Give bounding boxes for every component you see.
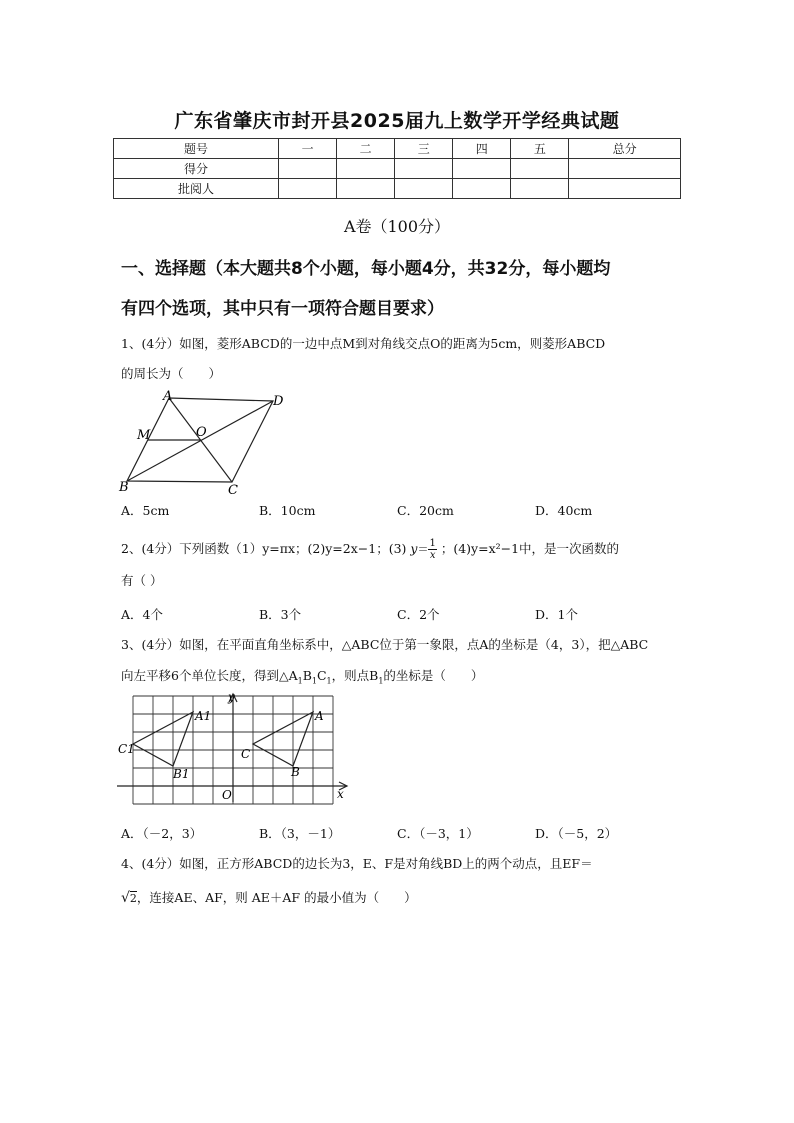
q2-text-post: ；(4)y=x²−1中，是一次函数的 [440, 541, 620, 556]
volume-heading: A卷（100分） [343, 217, 451, 236]
q3-option-c: C．（－3，1） [397, 826, 479, 841]
q2-text-line1: 2、(4分）下列函数（1）y=πx；(2)y=2x−1；(3) y＝ $\frac{1}{x}$ ；(4)y=x²−1中，是一次函数的 [121, 538, 620, 561]
table-row [114, 179, 681, 199]
label-b: B [291, 765, 300, 779]
label-m: M [137, 428, 151, 443]
triangle-abc [253, 712, 313, 766]
table-cell [395, 159, 453, 179]
label-b: B [119, 480, 129, 495]
label-a: A [163, 389, 173, 404]
table-cell: 总分 [569, 139, 681, 159]
q3-line2-b: B [302, 668, 312, 683]
q3-option-b: B．（3，－1） [259, 826, 341, 841]
label-c1: C1 [118, 742, 135, 756]
table-row [114, 159, 681, 179]
fraction [428, 538, 436, 561]
table-cell [569, 159, 681, 179]
q1-text-line1: 1、(4分）如图，菱形ABCD的一边中点M到对角线交点O的距离为5cm，则菱形ABCD [121, 336, 606, 351]
q4-text-line1: 4、(4分）如图，正方形ABCD的边长为3，E、F是对角线BD上的两个动点，且EF＝ [121, 856, 593, 871]
q4-text-line2 [121, 890, 417, 907]
label-d: D [273, 394, 284, 409]
triangle-a1b1c1 [133, 712, 193, 766]
table-cell [395, 179, 453, 199]
table-cell: 五 [511, 139, 569, 159]
q2-text-line2: 有（ ） [121, 573, 163, 588]
page-title: 广东省肇庆市封开县2025届九上数学开学经典试题 [174, 110, 620, 132]
q3-line2-post: 的坐标是（ ） [383, 668, 484, 683]
table-cell [279, 159, 337, 179]
frac-numerator: 1 [429, 538, 436, 549]
table-cell [453, 159, 511, 179]
table-cell [569, 179, 681, 199]
subscript: 1 [297, 676, 303, 686]
q2-option-d: D．1个 [535, 607, 578, 622]
table-cell: 批阅人 [114, 179, 279, 199]
table-cell [279, 179, 337, 199]
q2-option-b: B．3个 [259, 607, 302, 622]
q1-option-a: A．5cm [121, 503, 170, 518]
table-cell: 四 [453, 139, 511, 159]
table-cell [337, 179, 395, 199]
sqrt-radicand: 2 [129, 892, 137, 905]
q1-text-line2: 的周长为（ ） [121, 366, 222, 381]
section-heading-line1: 一、选择题（本大题共8个小题，每小题4分，共32分，每小题均 [121, 259, 611, 279]
table-cell: 三 [395, 139, 453, 159]
q1-option-c: C．20cm [397, 503, 454, 518]
q4-line2-post: ，连接AE、AF，则 AE＋AF 的最小值为（ ） [136, 890, 417, 905]
q2-text-pre: 2、(4分）下列函数（1）y=πx；(2)y=2x−1；(3) [121, 541, 407, 556]
label-b1: B1 [173, 767, 190, 781]
frac-denominator: x [429, 550, 436, 561]
subscript: 1 [326, 676, 332, 686]
q1-option-d: D．40cm [535, 503, 593, 518]
q3-option-a: A．（－2，3） [121, 826, 203, 841]
section-heading-line2: 有四个选项，其中只有一项符合题目要求） [121, 299, 444, 319]
q3-text-line1: 3、(4分）如图，在平面直角坐标系中，△ABC位于第一象限，点A的坐标是（4，3），把△ABC [121, 637, 649, 652]
table-row [114, 139, 681, 159]
table-cell [511, 179, 569, 199]
table-cell [337, 159, 395, 179]
label-a: A [315, 709, 324, 723]
rhombus-figure [113, 388, 293, 496]
label-a1: A1 [195, 709, 212, 723]
q3-line2-c: C [316, 668, 327, 683]
score-table [113, 138, 681, 199]
coordinate-grid-figure [115, 690, 355, 808]
label-c: C [241, 747, 251, 761]
q2-option-c: C．2个 [397, 607, 440, 622]
q3-line2-pre: 向左平移6个单位长度，得到△A [121, 668, 298, 683]
label-y: y [228, 690, 235, 704]
table-cell: 二 [337, 139, 395, 159]
label-c: C [228, 483, 238, 496]
q3-text-line2 [121, 668, 483, 690]
table-cell: 题号 [114, 139, 279, 159]
q3-option-d: D．（－5，2） [535, 826, 618, 841]
table-cell: 得分 [114, 159, 279, 179]
subscript: 1 [311, 676, 317, 686]
q2-option-a: A．4个 [121, 607, 163, 622]
label-o: O [196, 425, 207, 440]
q3-line2-mid: ，则点B [331, 668, 379, 683]
label-origin: O [222, 788, 232, 802]
table-cell [453, 179, 511, 199]
q2-frac-y: y [410, 541, 418, 556]
label-x: x [337, 787, 344, 801]
table-cell: 一 [279, 139, 337, 159]
sqrt-icon: √ [121, 890, 130, 906]
subscript: 1 [378, 676, 384, 686]
table-cell [511, 159, 569, 179]
q1-option-b: B．10cm [259, 503, 316, 518]
